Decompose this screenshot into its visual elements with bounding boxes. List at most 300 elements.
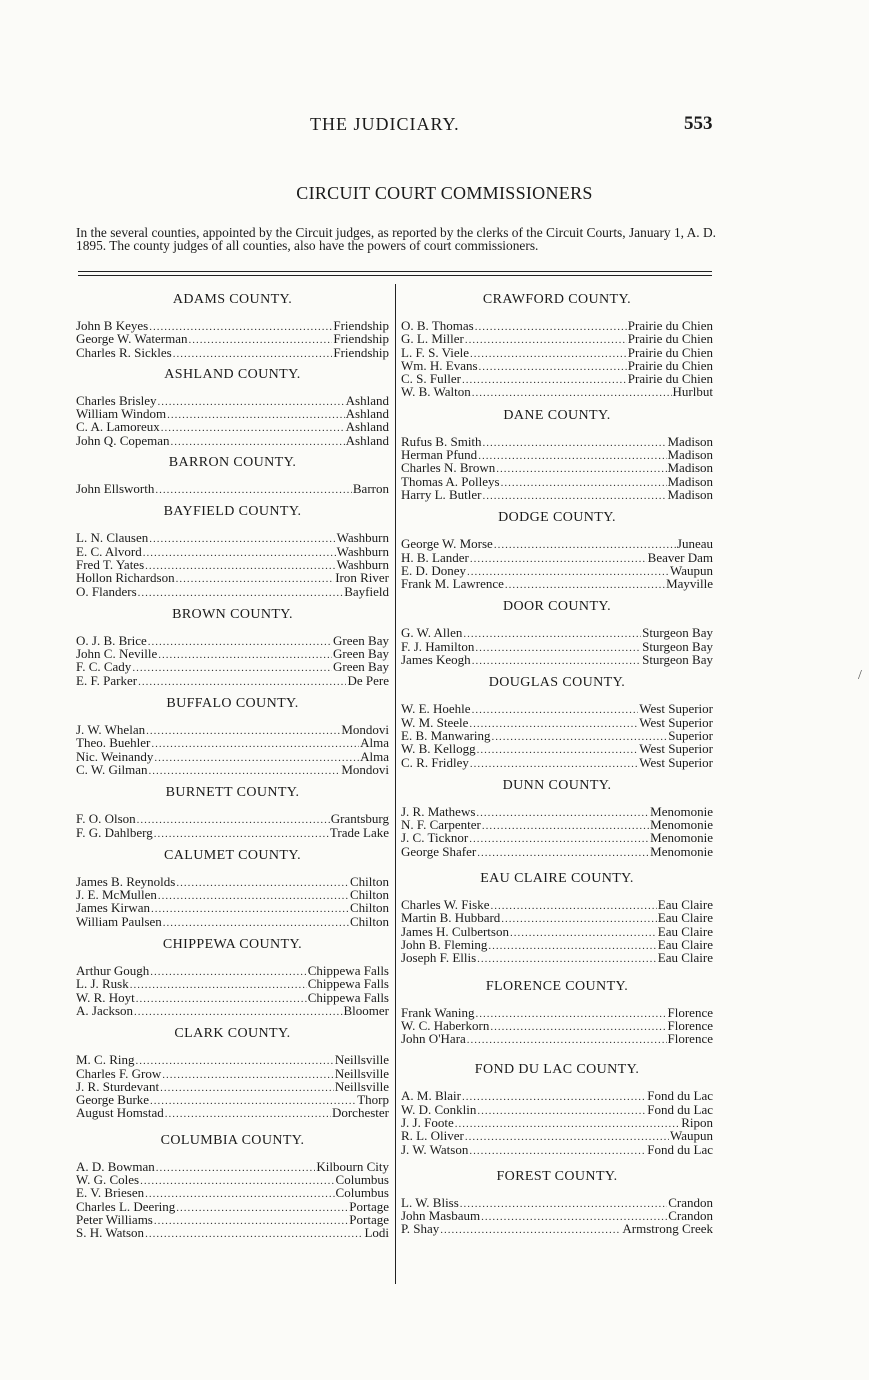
commissioner-residence: Sturgeon Bay	[642, 652, 713, 668]
commissioner-name: O. Flanders	[76, 583, 137, 599]
county-section	[401, 1062, 713, 1155]
commissioner-list	[76, 723, 389, 776]
dot-leader	[176, 1202, 348, 1215]
commissioner-name: M. C. Ring	[76, 1052, 135, 1068]
dot-leader	[477, 744, 639, 757]
commissioner-entry	[401, 1129, 713, 1142]
commissioner-list	[401, 626, 713, 666]
dot-leader	[146, 725, 340, 738]
county-heading: CLARK COUNTY.	[174, 1026, 291, 1042]
commissioner-name: Wm. H. Evans	[401, 357, 478, 373]
commissioner-name: John B Keyes	[76, 318, 149, 333]
commissioner-residence: Mondovi	[341, 722, 389, 738]
county-heading: ADAMS COUNTY.	[172, 292, 293, 307]
dot-leader	[138, 676, 346, 689]
dot-leader	[440, 1224, 621, 1237]
commissioner-list	[76, 1053, 389, 1119]
commissioner-residence: Green Bay	[333, 659, 389, 675]
dot-leader	[469, 718, 638, 731]
county-heading: BURNETT COUNTY.	[165, 785, 300, 801]
commissioner-list	[401, 702, 713, 768]
running-header	[0, 114, 869, 138]
commissioner-name: W. E. Hoehle	[401, 701, 471, 717]
dot-leader	[482, 820, 649, 833]
commissioner-residence: Kilbourn City	[316, 1158, 389, 1174]
commissioner-entry	[76, 1004, 389, 1017]
dot-leader	[165, 1108, 331, 1121]
commissioner-residence: Waupun	[670, 562, 713, 578]
county-section	[76, 848, 389, 928]
county-section	[76, 504, 389, 597]
commissioner-entry	[76, 1186, 389, 1199]
commissioner-name: August Homstad	[76, 1105, 164, 1121]
county-heading: DODGE COUNTY.	[498, 510, 616, 526]
commissioner-entry	[401, 938, 713, 951]
commissioner-entry	[401, 319, 713, 332]
commissioner-residence: Prairie du Chien	[627, 318, 713, 333]
dot-leader	[154, 1215, 348, 1228]
commissioner-entry	[401, 372, 713, 385]
dot-leader	[140, 1175, 334, 1188]
commissioner-list	[401, 898, 713, 964]
commissioner-residence: Barron	[352, 481, 389, 497]
commissioner-name: James Keogh	[401, 652, 471, 668]
dot-leader	[496, 463, 666, 476]
commissioner-name: James H. Culbertson	[401, 923, 509, 939]
county-heading: FOREST COUNTY.	[496, 1168, 618, 1184]
county-heading: ASHLAND COUNTY.	[164, 366, 301, 382]
commissioner-entry	[401, 925, 713, 938]
dot-leader	[137, 814, 330, 827]
county-heading: COLUMBIA COUNTY.	[160, 1132, 305, 1148]
commissioner-name: John Q. Copeman	[76, 432, 170, 448]
commissioner-residence: Thorp	[357, 1092, 389, 1108]
commissioner-name: W. G. Coles	[76, 1171, 140, 1187]
commissioner-entry	[401, 1209, 713, 1222]
commissioner-entry	[76, 482, 389, 495]
dot-leader	[475, 321, 627, 334]
commissioner-residence: Chilton	[349, 887, 389, 903]
dot-leader	[462, 374, 627, 387]
commissioner-list	[401, 435, 713, 501]
commissioner-name: P. Shay	[401, 1221, 440, 1237]
dot-leader	[467, 1034, 667, 1047]
dot-leader	[477, 953, 657, 966]
county-section	[401, 1169, 713, 1236]
county-section	[401, 778, 713, 858]
commissioner-residence: Mondovi	[341, 761, 389, 777]
commissioner-entry	[401, 1019, 713, 1032]
commissioner-name: Theo. Buehler	[76, 735, 151, 751]
commissioner-entry	[401, 475, 713, 488]
commissioner-residence: Fond du Lac	[647, 1101, 713, 1117]
commissioner-residence: Madison	[667, 473, 713, 489]
commissioner-residence: Columbus	[335, 1171, 389, 1187]
commissioner-name: James B. Reynolds	[76, 873, 176, 889]
commissioner-name: H. B. Lander	[401, 549, 469, 565]
commissioner-entry	[401, 1116, 713, 1129]
commissioner-name: William Windom	[76, 406, 167, 422]
margin-mark: /	[858, 668, 862, 683]
commissioner-name: C. S. Fuller	[401, 371, 461, 387]
commissioner-entry	[401, 818, 713, 831]
commissioner-name: Harry L. Butler	[401, 486, 482, 502]
commissioner-entry	[76, 407, 389, 420]
commissioner-entry	[401, 898, 713, 911]
commissioner-entry	[76, 750, 389, 763]
commissioner-name: W. C. Haberkorn	[401, 1017, 490, 1033]
commissioner-entry	[76, 736, 389, 749]
commissioner-name: E. C. Alvord	[76, 543, 142, 559]
commissioner-name: A. Jackson	[76, 1002, 134, 1018]
commissioner-residence: Prairie du Chien	[627, 357, 713, 373]
dot-leader	[470, 348, 627, 361]
commissioner-residence: Iron River	[335, 570, 389, 586]
commissioner-residence: Bayfield	[344, 583, 389, 599]
dot-leader	[132, 662, 332, 675]
commissioner-entry	[76, 964, 389, 977]
commissioner-name: J. J. Foote	[401, 1114, 454, 1130]
commissioner-entry	[401, 845, 713, 858]
dot-leader	[167, 409, 345, 422]
commissioner-residence: Dorchester	[331, 1105, 389, 1121]
dot-leader	[469, 833, 649, 846]
commissioner-entry	[76, 888, 389, 901]
county-heading: BAYFIELD COUNTY.	[163, 504, 302, 520]
dot-leader	[148, 636, 332, 649]
commissioner-name: E. V. Briesen	[76, 1185, 145, 1201]
commissioner-list	[76, 634, 389, 687]
commissioner-entry	[76, 1200, 389, 1213]
commissioner-name: L. N. Clausen	[76, 530, 149, 546]
commissioner-residence: Prairie du Chien	[627, 344, 713, 360]
dot-leader	[472, 655, 641, 668]
commissioner-residence: Florence	[667, 1017, 713, 1033]
dot-leader	[145, 1228, 363, 1241]
column-divider	[395, 284, 396, 1284]
commissioner-entry	[401, 716, 713, 729]
commissioner-name: John C. Neville	[76, 646, 158, 662]
commissioner-name: W. R. Hoyt	[76, 989, 135, 1005]
commissioner-name: E. D. Doney	[401, 562, 466, 578]
commissioner-name: Arthur Gough	[76, 963, 150, 979]
commissioner-entry	[76, 812, 389, 825]
commissioner-residence: Hurlbut	[672, 384, 713, 400]
dot-leader	[134, 1006, 342, 1019]
commissioner-list	[76, 531, 389, 597]
commissioner-entry	[76, 1080, 389, 1093]
county-heading: EAU CLAIRE COUNTY.	[480, 871, 634, 887]
dot-leader	[475, 642, 641, 655]
commissioner-name: Charles Brisley	[76, 392, 157, 408]
commissioner-residence: Chippewa Falls	[307, 963, 389, 979]
commissioner-residence: Ashland	[345, 432, 389, 448]
commissioner-residence: Florence	[667, 1031, 713, 1047]
commissioner-residence: Lodi	[364, 1225, 389, 1241]
commissioner-entry	[76, 826, 389, 839]
commissioner-entry	[401, 1196, 713, 1209]
commissioner-residence: West Superior	[639, 741, 713, 757]
commissioner-entry	[401, 1143, 713, 1156]
commissioner-residence: Portage	[349, 1211, 389, 1227]
commissioner-residence: Ripon	[681, 1114, 713, 1130]
commissioner-name: George Shafer	[401, 843, 477, 859]
county-heading: DOOR COUNTY.	[503, 599, 611, 615]
dot-leader	[510, 927, 657, 940]
dot-leader	[154, 752, 359, 765]
commissioner-residence: Chilton	[349, 913, 389, 929]
commissioner-residence: Washburn	[336, 530, 389, 546]
county-heading: CHIPPEWA COUNTY.	[162, 937, 303, 953]
county-section	[401, 408, 713, 501]
dot-leader	[472, 704, 639, 717]
commissioner-name: C. A. Lamoreux	[76, 419, 160, 435]
dot-leader	[501, 477, 667, 490]
commissioner-name: W. B. Walton	[401, 384, 471, 400]
commissioner-entry	[76, 901, 389, 914]
commissioner-entry	[401, 461, 713, 474]
commissioner-residence: Chilton	[349, 900, 389, 916]
commissioner-residence: Crandon	[668, 1194, 713, 1210]
commissioner-entry	[401, 359, 713, 372]
county-section	[401, 675, 713, 768]
commissioner-residence: Sturgeon Bay	[642, 625, 713, 641]
commissioner-residence: Prairie du Chien	[627, 371, 713, 387]
dot-leader	[465, 1131, 669, 1144]
commissioner-name: Peter Williams	[76, 1211, 153, 1227]
commissioner-list	[76, 319, 389, 359]
commissioner-residence: Neillsville	[334, 1078, 389, 1094]
commissioner-name: John Ellsworth	[76, 481, 155, 497]
commissioner-entry	[76, 1067, 389, 1080]
county-section	[76, 785, 389, 839]
dot-leader	[149, 533, 335, 546]
commissioner-entry	[76, 1160, 389, 1173]
commissioner-entry	[401, 1103, 713, 1116]
commissioner-list	[401, 805, 713, 858]
commissioner-name: Fred T. Yates	[76, 556, 145, 572]
commissioner-name: C. R. Fridley	[401, 754, 469, 770]
commissioner-name: J. R. Sturdevant	[76, 1078, 160, 1094]
commissioner-residence: Fond du Lac	[647, 1088, 713, 1104]
commissioner-entry	[401, 488, 713, 501]
commissioner-residence: Beaver Dam	[647, 549, 713, 565]
county-section	[76, 367, 389, 447]
dot-leader	[136, 1055, 334, 1068]
commissioner-residence: Fond du Lac	[647, 1141, 713, 1157]
commissioner-name: J. R. Mathews	[401, 803, 476, 819]
dot-leader	[176, 573, 335, 586]
dot-leader	[470, 553, 647, 566]
dot-leader	[470, 758, 638, 771]
commissioner-name: L. W. Bliss	[401, 1194, 459, 1210]
county-section	[76, 455, 389, 495]
commissioner-residence: Menomonie	[650, 803, 713, 819]
commissioner-list	[401, 1196, 713, 1236]
commissioner-name: Joseph F. Ellis	[401, 950, 477, 966]
commissioner-residence: Columbus	[335, 1185, 389, 1201]
commissioner-residence: Mayville	[666, 576, 713, 592]
commissioner-list	[401, 537, 713, 590]
commissioner-list	[76, 964, 389, 1017]
commissioner-entry	[401, 702, 713, 715]
commissioner-entry	[401, 626, 713, 639]
commissioner-residence: Ashland	[345, 406, 389, 422]
county-section	[76, 696, 389, 776]
dot-leader	[460, 1198, 667, 1211]
commissioner-entry	[76, 660, 389, 673]
commissioner-entry	[76, 1106, 389, 1119]
commissioner-residence: Eau Claire	[657, 897, 713, 913]
dot-leader	[161, 422, 345, 435]
dot-leader	[151, 903, 349, 916]
commissioner-entry	[401, 346, 713, 359]
commissioner-name: Hollon Richardson	[76, 570, 175, 586]
commissioner-residence: De Pere	[347, 672, 389, 688]
dot-leader	[462, 1091, 646, 1104]
commissioner-entry	[401, 729, 713, 742]
left-column	[76, 284, 389, 1239]
county-section	[76, 1026, 389, 1119]
commissioner-residence: Madison	[667, 433, 713, 449]
commissioner-residence: West Superior	[639, 714, 713, 730]
commissioner-entry	[401, 1089, 713, 1102]
commissioner-residence: Superior	[668, 727, 713, 743]
commissioner-entry	[76, 875, 389, 888]
top-rule-double	[78, 275, 712, 276]
commissioner-name: O. J. B. Brice	[76, 632, 147, 648]
county-section	[76, 937, 389, 1017]
commissioner-list	[76, 394, 389, 447]
commissioner-entry	[401, 448, 713, 461]
commissioner-name: F. G. Dahlberg	[76, 824, 153, 840]
commissioner-residence: Juneau	[676, 536, 713, 552]
commissioner-name: Martin B. Hubbard	[401, 910, 501, 926]
commissioner-name: L. J. Rusk	[76, 976, 129, 992]
commissioner-residence: Eau Claire	[657, 936, 713, 952]
county-heading: CALUMET COUNTY.	[164, 847, 301, 863]
commissioner-residence: Grantsburg	[330, 811, 389, 827]
dot-leader	[475, 1008, 666, 1021]
dot-leader	[173, 348, 333, 361]
commissioner-residence: Menomonie	[650, 817, 713, 833]
commissioner-entry	[401, 537, 713, 550]
commissioner-list	[76, 812, 389, 839]
dot-leader	[150, 966, 306, 979]
commissioner-entry	[401, 435, 713, 448]
commissioner-name: George Burke	[76, 1092, 150, 1108]
commissioner-residence: Washburn	[336, 556, 389, 572]
county-section	[401, 510, 713, 590]
county-section	[76, 1133, 389, 1240]
commissioner-residence: Eau Claire	[657, 950, 713, 966]
commissioner-name: James Kirwan	[76, 900, 151, 916]
dot-leader	[505, 579, 665, 592]
commissioner-residence: Neillsville	[334, 1065, 389, 1081]
county-heading: DOUGLAS COUNTY.	[488, 675, 626, 691]
commissioner-residence: Menomonie	[650, 830, 713, 846]
commissioner-entry	[76, 545, 389, 558]
county-heading: BARRON COUNTY.	[168, 455, 297, 471]
dot-leader	[130, 979, 307, 992]
commissioner-residence: Ashland	[345, 419, 389, 435]
commissioner-name: A. D. Bowman	[76, 1158, 155, 1174]
commissioner-name: John O'Hara	[401, 1031, 466, 1047]
commissioner-name: Herman Pfund	[401, 447, 478, 463]
commissioner-entry	[76, 1173, 389, 1186]
page-number: 553	[684, 113, 713, 134]
commissioner-name: G. W. Allen	[401, 625, 463, 641]
commissioner-entry	[76, 346, 389, 359]
commissioner-name: E. F. Parker	[76, 672, 138, 688]
commissioner-residence: Waupun	[670, 1128, 713, 1144]
county-heading: BROWN COUNTY.	[172, 606, 293, 622]
commissioner-name: W. M. Steele	[401, 714, 469, 730]
dot-leader	[136, 993, 307, 1006]
commissioner-residence: Portage	[349, 1198, 389, 1214]
commissioner-entry	[401, 756, 713, 769]
commissioner-entry	[76, 531, 389, 544]
county-section	[401, 979, 713, 1046]
county-section	[401, 292, 713, 399]
county-heading: BUFFALO COUNTY.	[166, 696, 299, 712]
commissioner-name: William Paulsen	[76, 913, 162, 929]
dot-leader	[150, 1095, 356, 1108]
dot-leader	[477, 1105, 646, 1118]
commissioner-entry	[401, 742, 713, 755]
commissioner-residence: West Superior	[639, 754, 713, 770]
commissioner-residence: Chilton	[349, 873, 389, 889]
commissioner-list	[401, 1089, 713, 1155]
right-column	[401, 284, 713, 1236]
dot-leader	[162, 1069, 334, 1082]
dot-leader	[469, 1145, 646, 1158]
dot-leader	[138, 587, 344, 600]
commissioner-name: Charles W. Fiske	[401, 897, 490, 913]
commissioner-entry	[76, 1093, 389, 1106]
commissioner-residence: Green Bay	[333, 632, 389, 648]
commissioner-name: J. W. Whelan	[76, 722, 146, 738]
dot-leader	[163, 917, 349, 930]
dot-leader	[483, 437, 667, 450]
commissioner-entry	[76, 394, 389, 407]
dot-leader	[149, 765, 341, 778]
commissioner-list	[401, 319, 713, 399]
commissioner-residence: Crandon	[668, 1208, 713, 1224]
commissioner-name: F. C. Cady	[76, 659, 132, 675]
dot-leader	[154, 828, 329, 841]
dot-leader	[478, 450, 666, 463]
commissioner-name: Charles N. Brown	[401, 460, 496, 476]
commissioner-entry	[401, 640, 713, 653]
commissioner-name: John Masbaum	[401, 1208, 481, 1224]
dot-leader	[155, 484, 352, 497]
commissioner-entry	[76, 647, 389, 660]
dot-leader	[160, 1082, 334, 1095]
commissioner-name: Thomas A. Polleys	[401, 473, 500, 489]
county-section	[401, 871, 713, 964]
commissioner-name: E. B. Manwaring	[401, 727, 491, 743]
commissioner-name: C. W. Gilman	[76, 761, 148, 777]
commissioner-residence: Washburn	[336, 543, 389, 559]
commissioner-residence: Ashland	[345, 392, 389, 408]
commissioner-entry	[401, 653, 713, 666]
commissioner-name: R. L. Oliver	[401, 1128, 464, 1144]
dot-leader	[143, 547, 336, 560]
commissioner-residence: Eau Claire	[657, 910, 713, 926]
commissioner-name: Frank Waning	[401, 1004, 475, 1020]
commissioner-residence: Friendship	[333, 344, 389, 360]
